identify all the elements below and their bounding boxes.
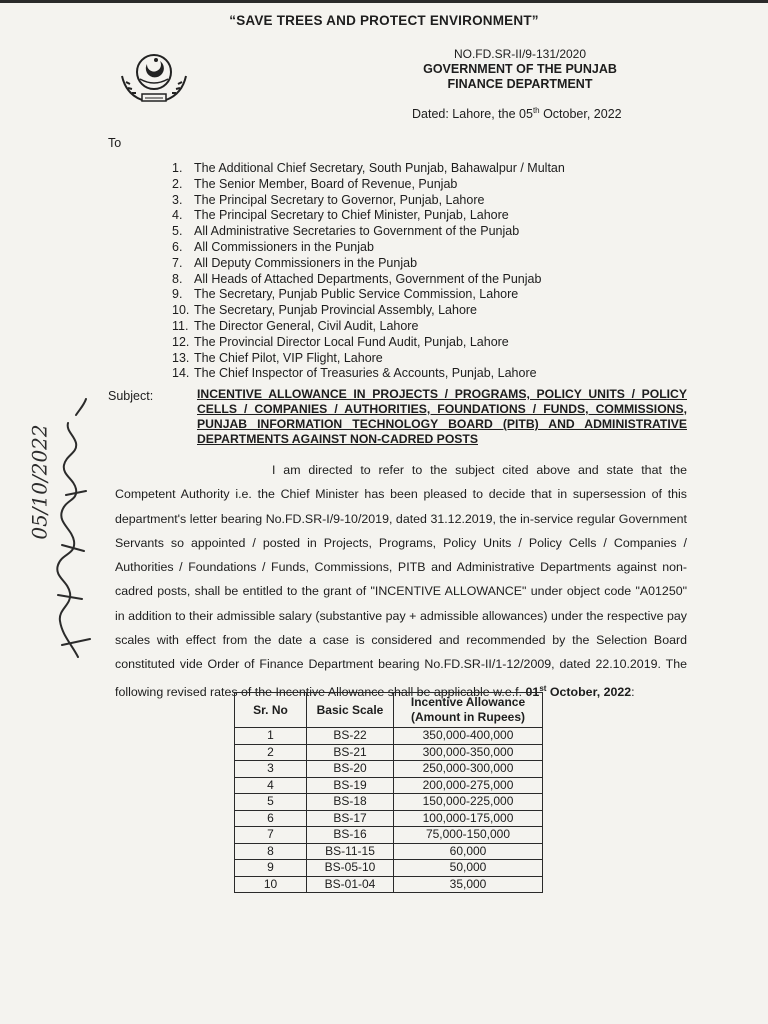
table-row: 10 BS-01-04 35,000 (235, 876, 543, 893)
recipient-item: 4. The Principal Secretary to Chief Minister, Punjab, Lahore (172, 208, 509, 223)
recipient-item: 2. The Senior Member, Board of Revenue, Punjab (172, 176, 458, 191)
recipient-item: 1. The Additional Chief Secretary, South Punjab, Bahawalpur / Multan (172, 161, 565, 175)
government-name: GOVERNMENT OF THE PUNJAB (423, 62, 617, 76)
recipient-item: 10. The Secretary, Punjab Provincial Assembly, Lahore (172, 303, 478, 318)
recipient-item: 12. The Provincial Director Local Fund Audit, Punjab, Lahore (172, 334, 509, 349)
letterhead (380, 47, 660, 92)
recipient-item: 6. All Commissioners in the Punjab (172, 239, 374, 254)
top-edge-rule (0, 0, 768, 3)
recipient-item: 14. The Chief Inspector of Treasuries & Accounts, Punjab, Lahore (172, 366, 537, 381)
margin-date: 05/10/2022 (27, 424, 52, 540)
table-row: 6 BS-17 100,000-175,000 (235, 810, 543, 827)
table-row: 8 BS-11-15 60,000 (235, 843, 543, 860)
header-sr-no: Sr. No (235, 693, 307, 728)
date-prefix: Dated: Lahore, the 05 (412, 107, 533, 122)
to-label: To (108, 136, 122, 150)
date-suffix: October, 2022 (539, 107, 622, 122)
body-text: I am directed to refer to the subject cited above and state that the Competent Authority i.e. the Chief Minister has been pleased to decide that in supersession of this department's letter bearing No.FD.SR-I/9-10/2019, dated 31.12.2019, the in-service regular Government Servants so appointed / posted in Projects, Programs, Policy Units / Policy Cells / Companies / Authorities / Foundations / Funds, Commissions, PITB and Administrative Departments against non-cadred posts, shall be entitled to the grant of "INCENTIVE ALLOWANCE" under object code "A01250" in addition to their admissible salary (substantive pay + admissible allowances) under the respective pay scales with effect from the date a case is considered and recommended by the Selection Board constituted vide Order of Finance Department bearing No.FD.SR-II/1-12/2009, dated 22.10.2019. The following revised rates of the Incentive Allowance shall be applicable w.e.f. (115, 463, 687, 699)
slogan: “SAVE TREES AND PROTECT ENVIRONMENT” (229, 13, 539, 28)
body-paragraph (115, 458, 687, 704)
reference-number: NO.FD.SR-II/9-131/2020 (453, 47, 587, 61)
incentive-allowance-table (234, 692, 543, 893)
table-row: 3 BS-20 250,000-300,000 (235, 761, 543, 778)
recipient-item: 11. The Director General, Civil Audit, Lahore (172, 318, 419, 333)
recipient-item: 8. All Heads of Attached Departments, Government of the Punjab (172, 271, 542, 286)
subject-text: INCENTIVE ALLOWANCE IN PROJECTS / PROGRAMS, POLICY UNITS / POLICY CELLS / COMPANIES / AUTHORITIES, FOUNDATIONS / FUNDS, COMMISSIONS, PUNJAB INFORMATION TECHNOLOGY BOARD (PITB) AND ADMINISTRATIVE DEPARTMENTS AGAINST NON-CADRED POSTS (197, 387, 687, 446)
header-incentive-allowance: Incentive Allowance (Amount in Rupees) (394, 693, 543, 728)
recipient-item: 13. The Chief Pilot, VIP Flight, Lahore (172, 350, 383, 365)
header-basic-scale: Basic Scale (307, 693, 394, 728)
subject-label: Subject: (108, 389, 154, 403)
table-row: 5 BS-18 150,000-225,000 (235, 794, 543, 811)
effective-date: 01st October, 2022 (525, 683, 632, 699)
table-row: 1 BS-22 350,000-400,000 (235, 728, 543, 745)
punjab-government-crest-icon (118, 48, 190, 104)
body-closing: : (631, 684, 635, 699)
recipient-item: 7. All Deputy Commissioners in the Punjab (172, 255, 418, 270)
recipient-list (172, 161, 565, 382)
table-row: 7 BS-16 75,000-150,000 (235, 827, 543, 844)
date-ordinal: th (532, 106, 540, 115)
table-header-row (235, 693, 543, 728)
department-name: FINANCE DEPARTMENT (447, 77, 593, 91)
letter-date (412, 106, 622, 121)
table-row: 9 BS-05-10 50,000 (235, 860, 543, 877)
recipient-item: 3. The Principal Secretary to Governor, Punjab, Lahore (172, 192, 485, 207)
recipient-item: 5. All Administrative Secretaries to Government of the Punjab (172, 224, 520, 239)
recipient-item: 9. The Secretary, Punjab Public Service Commission, Lahore (172, 287, 519, 302)
table-row: 4 BS-19 200,000-275,000 (235, 777, 543, 794)
table-row: 2 BS-21 300,000-350,000 (235, 744, 543, 761)
